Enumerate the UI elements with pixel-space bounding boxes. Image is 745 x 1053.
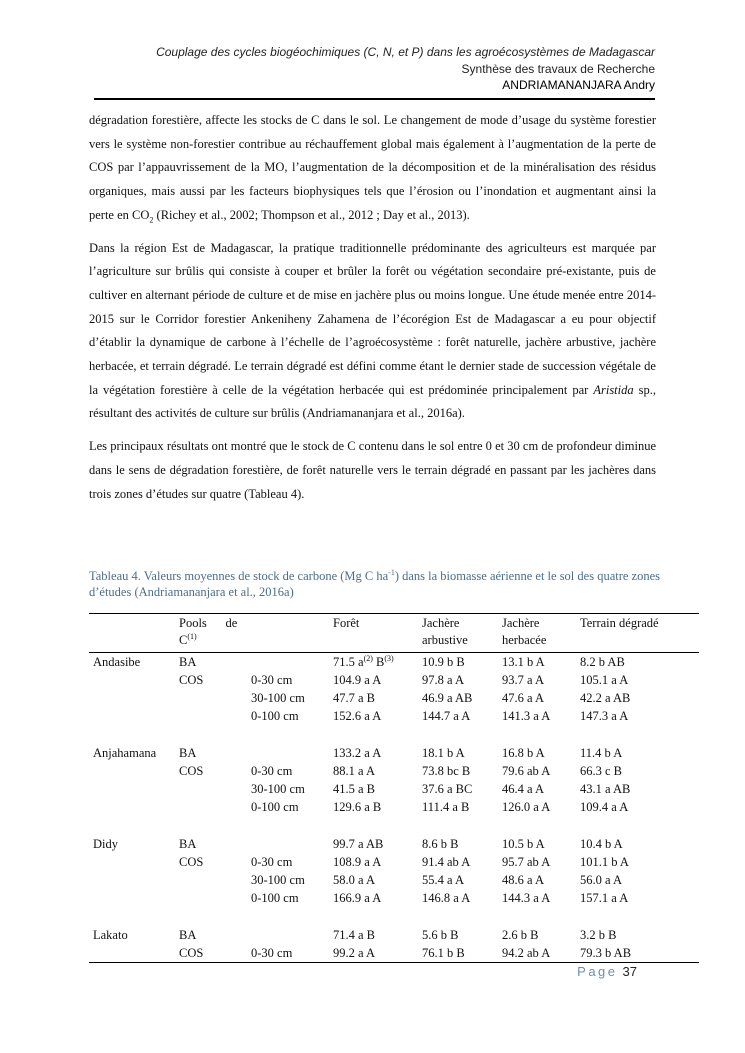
header-pools-sup: (1) <box>187 631 197 641</box>
degrade-cell: 42.2 a AB <box>580 691 631 705</box>
paragraph-1 <box>89 109 656 228</box>
foret-cell: 71.4 a B <box>333 928 376 942</box>
depth-cell: 30-100 cm <box>251 782 305 796</box>
foret-cell: 99.7 a AB <box>333 837 384 851</box>
foret-cell: 41.5 a B <box>333 782 376 796</box>
table-row <box>89 707 699 725</box>
foret-cell: 58.0 a A <box>333 873 376 887</box>
caption-text-end: ) dans la biomasse aérienne et le sol des quatre zones d’études (Andriamananjara et al., 2016a) <box>89 569 661 599</box>
herbacee-cell: 2.6 b B <box>502 928 539 942</box>
arbustive-cell: 46.9 a AB <box>422 691 473 705</box>
paragraph-2 <box>89 237 656 427</box>
group-spacer <box>89 907 699 926</box>
depth-cell: 0-30 cm <box>251 764 293 778</box>
foret-letter: B <box>372 655 385 669</box>
herbacee-cell: 144.3 a A <box>502 891 551 905</box>
header-terrain-degrade: Terrain dégradé <box>580 616 659 630</box>
degrade-cell: 157.1 a A <box>580 891 629 905</box>
site-name: Lakato <box>93 928 128 942</box>
herbacee-cell: 16.8 b A <box>502 746 545 760</box>
table-header <box>89 614 699 653</box>
degrade-cell: 56.0 a A <box>580 873 623 887</box>
foret-cell <box>333 653 394 671</box>
table-row <box>89 689 699 707</box>
pool-cell: BA <box>179 746 197 760</box>
pool-cell: BA <box>179 928 197 942</box>
table-row <box>89 889 699 907</box>
depth-cell: 30-100 cm <box>251 691 305 705</box>
foret-cell: 99.2 a A <box>333 946 376 960</box>
arbustive-cell: 8.6 b B <box>422 837 459 851</box>
pool-cell: BA <box>179 655 197 669</box>
caption-text: Tableau 4. Valeurs moyennes de stock de carbone (Mg C ha <box>89 569 389 583</box>
header-herb-line1: Jachère <box>502 616 540 630</box>
arbustive-cell: 146.8 a A <box>422 891 471 905</box>
table-row <box>89 744 699 762</box>
header-pools <box>179 615 245 649</box>
paragraph-2-text-end: sp., résultant des activités de culture sur brûlis (Andriamananjara et al., 2016a). <box>89 382 656 421</box>
herbacee-cell: 126.0 a A <box>502 800 551 814</box>
site-name: Andasibe <box>93 655 141 669</box>
paragraph-1-text: dégradation forestière, affecte les stocks de C dans le sol. Le changement de mode d’usage du système forestier vers le système non-forestier contribue au réchauffement global mais également à l’augmentation de la perte de COS par l’appauvrissement de la MO, l’augmentation de la décomposition et de la minéralisation des résidus organiques, mais aussi par les facteurs biophysiques tels que l’érosion ou l’inondation et augmentant ainsi la perte en CO <box>89 113 656 222</box>
footnote-3-marker: (3) <box>384 653 394 663</box>
table-row <box>89 944 699 962</box>
table-row <box>89 835 699 853</box>
herbacee-cell: 47.6 a A <box>502 691 545 705</box>
table-row <box>89 653 699 671</box>
degrade-cell: 109.4 a A <box>580 800 629 814</box>
caption-superscript: -1 <box>388 567 395 577</box>
header-herb-line2: herbacée <box>502 633 547 647</box>
foret-cell: 133.2 a A <box>333 746 382 760</box>
pool-cell: COS <box>179 855 204 869</box>
degrade-cell: 147.3 a A <box>580 709 629 723</box>
header-arb-line1: Jachère <box>422 616 460 630</box>
depth-cell: 30-100 cm <box>251 873 305 887</box>
page-label: Page <box>577 964 618 979</box>
table-row <box>89 853 699 871</box>
degrade-cell: 79.3 b AB <box>580 946 632 960</box>
arbustive-cell: 76.1 b B <box>422 946 465 960</box>
table-row <box>89 780 699 798</box>
paragraph-3: Les principaux résultats ont montré que le stock de C contenu dans le sol entre 0 et 30 cm de profondeur diminue dans le sens de dégradation forestière, de forêt naturelle vers le terrain dégradé en passant par les jachères dans trois zones d’études sur quatre (Tableau 4). <box>89 439 656 501</box>
group-spacer <box>89 816 699 835</box>
foret-cell: 129.6 a B <box>333 800 382 814</box>
species-name: Aristida <box>593 382 634 397</box>
depth-cell: 0-100 cm <box>251 800 299 814</box>
herbacee-cell: 79.6 ab A <box>502 764 551 778</box>
table-row <box>89 762 699 780</box>
header-jachere-arbustive <box>422 615 468 649</box>
header-pools-line1: Pools de <box>179 616 238 630</box>
table-caption <box>89 568 661 600</box>
running-header <box>55 44 655 94</box>
header-subtitle: Synthèse des travaux de Recherche <box>461 61 655 76</box>
anjahamana-rows <box>89 744 699 816</box>
arbustive-cell: 97.8 a A <box>422 673 465 687</box>
depth-cell: 0-30 cm <box>251 855 293 869</box>
herbacee-cell: 95.7 ab A <box>502 855 551 869</box>
arbustive-cell: 55.4 a A <box>422 873 465 887</box>
foret-value: 71.5 a <box>333 655 364 669</box>
header-pools-c: C <box>179 633 188 647</box>
degrade-cell: 8.2 b AB <box>580 655 625 669</box>
degrade-cell: 66.3 c B <box>580 764 623 778</box>
arbustive-cell: 10.9 b B <box>422 655 465 669</box>
foret-cell: 166.9 a A <box>333 891 382 905</box>
degrade-cell: 105.1 a A <box>580 673 629 687</box>
header-pools-line2 <box>179 632 245 649</box>
degrade-cell: 3.2 b B <box>580 928 617 942</box>
arbustive-cell: 18.1 b A <box>422 746 465 760</box>
herbacee-cell: 141.3 a A <box>502 709 551 723</box>
pool-cell: COS <box>179 673 204 687</box>
andasibe-rows <box>89 671 699 725</box>
foret-cell: 88.1 a A <box>333 764 376 778</box>
arbustive-cell: 37.6 a BC <box>422 782 473 796</box>
paragraph-1-text-end: (Richey et al., 2002; Thompson et al., 2012 ; Day et al., 2013). <box>153 207 470 222</box>
page-footer <box>577 964 637 979</box>
body-text <box>89 109 656 515</box>
table-row <box>89 871 699 889</box>
table-row <box>89 926 699 944</box>
header-foret: Forêt <box>333 616 360 630</box>
arbustive-cell: 5.6 b B <box>422 928 459 942</box>
arbustive-cell: 111.4 a B <box>422 800 470 814</box>
lakato-rows <box>89 926 699 962</box>
paragraph-2-text: Dans la région Est de Madagascar, la pratique traditionnelle prédominante des agriculteurs est marquée par l’agriculture sur brûlis qui consiste à couper et brûler la forêt ou végétation secondaire pré-existante, puis de cultiver en alternant période de culture et de mise en jachère plus ou moins longue. Une étude menée entre 2014-2015 sur le Corridor forestier Ankeniheny Zahamena de l’écorégion Est de Madagascar a eu pour objectif d’établir la dynamique de carbone à l’échelle de l’agroécosystème : forêt naturelle, jachère arbustive, jachère herbacée, et terrain dégradé. Le terrain dégradé est défini comme étant le dernier stade de succession végétale de la végétation forestière à celle de la végétation herbacée qui est prédominée principalement par <box>89 240 656 397</box>
didy-rows <box>89 835 699 907</box>
site-name: Anjahamana <box>93 746 157 760</box>
herbacee-cell: 13.1 b A <box>502 655 545 669</box>
site-name: Didy <box>93 837 118 851</box>
header-divider <box>94 98 655 100</box>
foret-cell: 47.7 a B <box>333 691 376 705</box>
header-author: ANDRIAMANANJARA Andry <box>502 78 655 92</box>
foret-cell: 152.6 a A <box>333 709 382 723</box>
herbacee-cell: 94.2 ab A <box>502 946 551 960</box>
table-row <box>89 798 699 816</box>
header-arb-line2: arbustive <box>422 633 468 647</box>
depth-cell: 0-30 cm <box>251 946 293 960</box>
herbacee-cell: 48.6 a A <box>502 873 545 887</box>
table-row <box>89 671 699 689</box>
pool-cell: COS <box>179 946 204 960</box>
degrade-cell: 43.1 a AB <box>580 782 631 796</box>
footnote-2-marker: (2) <box>363 653 373 663</box>
herbacee-cell: 46.4 a A <box>502 782 545 796</box>
pool-cell: BA <box>179 837 197 851</box>
page-number: 37 <box>622 964 637 979</box>
foret-cell: 104.9 a A <box>333 673 382 687</box>
arbustive-cell: 73.8 bc B <box>422 764 471 778</box>
herbacee-cell: 93.7 a A <box>502 673 545 687</box>
depth-cell: 0-100 cm <box>251 709 299 723</box>
co2-subscript: 2 <box>149 215 154 225</box>
depth-cell: 0-30 cm <box>251 673 293 687</box>
header-title: Couplage des cycles biogéochimiques (C, N, et P) dans les agroécosystèmes de Madagascar <box>156 45 655 59</box>
pool-cell: COS <box>179 764 204 778</box>
foret-cell: 108.9 a A <box>333 855 382 869</box>
group-spacer <box>89 725 699 744</box>
degrade-cell: 101.1 b A <box>580 855 629 869</box>
herbacee-cell: 10.5 b A <box>502 837 545 851</box>
header-jachere-herbacee <box>502 615 546 649</box>
degrade-cell: 10.4 b A <box>580 837 623 851</box>
arbustive-cell: 91.4 ab A <box>422 855 471 869</box>
degrade-cell: 11.4 b A <box>580 746 623 760</box>
depth-cell: 0-100 cm <box>251 891 299 905</box>
carbon-stock-table <box>89 613 699 963</box>
arbustive-cell: 144.7 a A <box>422 709 471 723</box>
